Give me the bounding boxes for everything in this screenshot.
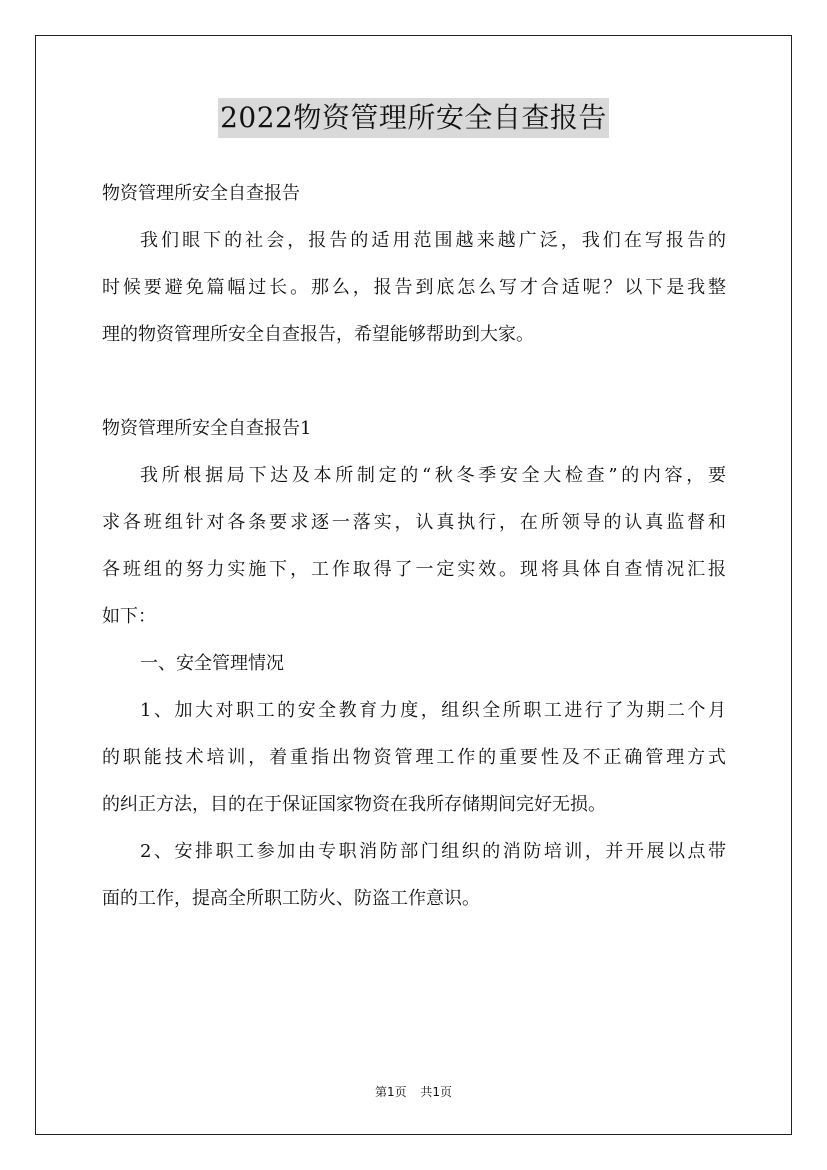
item-line: 的纠正方法，目的在于保证国家物资在我所存储期间完好无损。: [102, 794, 606, 815]
document-title: 2022物资管理所安全自查报告: [218, 98, 609, 138]
paragraph-line: 我所根据局下达及本所制定的“秋冬季安全大检查”的内容，要: [140, 465, 726, 486]
intro-line: 我们眼下的社会，报告的适用范围越来越广泛，我们在写报告的: [140, 230, 726, 251]
page-footer: [0, 1083, 827, 1100]
item-line: 的职能技术培训，着重指出物资管理工作的重要性及不正确管理方式: [102, 747, 726, 768]
paragraph-line: 如下：: [102, 606, 156, 627]
subheading: 一、安全管理情况: [140, 653, 284, 674]
document-subtitle: 物资管理所安全自查报告: [102, 183, 300, 204]
item-line: 1、加大对职工的安全教育力度，组织全所职工进行了为期二个月: [140, 700, 726, 721]
item-line: 2、安排职工参加由专职消防部门组织的消防培训，并开展以点带: [140, 841, 726, 862]
blank-line: [102, 366, 726, 413]
item-line: 面的工作，提高全所职工防火、防盗工作意识。: [102, 888, 480, 909]
document-body: [102, 178, 726, 930]
paragraph-line: 各班组的努力实施下，工作取得了一定实效。现将具体自查情况汇报: [102, 559, 726, 580]
page-total: 共1页: [420, 1085, 453, 1099]
intro-line: 时候要避免篇幅过长。那么，报告到底怎么写才合适呢？以下是我整: [102, 277, 726, 298]
page-number: 第1页: [374, 1085, 407, 1099]
title-container: [0, 98, 827, 138]
intro-line: 理的物资管理所安全自查报告，希望能够帮助到大家。: [102, 324, 534, 345]
paragraph-line: 求各班组针对各条要求逐一落实，认真执行，在所领导的认真监督和: [102, 512, 726, 533]
section-heading: 物资管理所安全自查报告1: [102, 418, 312, 439]
